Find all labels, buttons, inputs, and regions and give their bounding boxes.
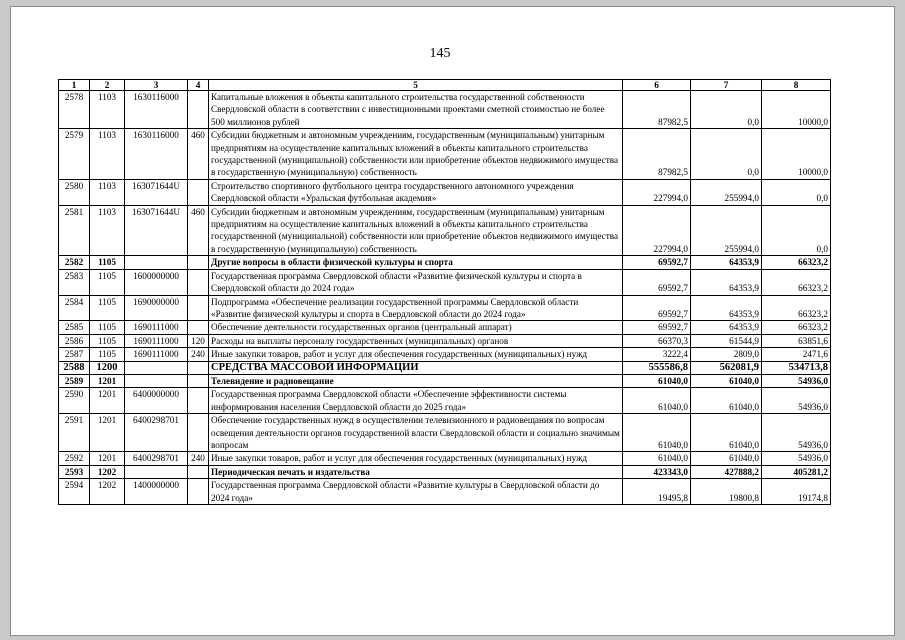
amount-col7-cell: 64353,9	[691, 269, 762, 295]
table-row	[59, 348, 831, 361]
amount-col8-cell: 66323,2	[762, 256, 831, 269]
section-code-cell: 1103	[90, 91, 125, 129]
amount-col6-cell: 423343,0	[623, 465, 691, 478]
description-cell: Субсидии бюджетным и автономным учреждениям, государственным (муниципальным) унитарным предприятиям на осуществление капитальных вложений в объекты капитального строительства государственной (муниципальной) собственности или приобретение объектов недвижимого имущества в государственную (муниципальную) собственность	[209, 129, 623, 180]
row-number-cell: 2594	[59, 479, 90, 505]
amount-col7-cell: 64353,9	[691, 295, 762, 321]
expense-type-cell	[188, 321, 209, 334]
target-article-cell: 1400000000	[125, 479, 188, 505]
expense-type-cell	[188, 179, 209, 205]
table-row	[59, 179, 831, 205]
amount-col7-cell: 427888,2	[691, 465, 762, 478]
expense-type-cell: 460	[188, 205, 209, 256]
amount-col6-cell: 61040,0	[623, 374, 691, 387]
section-code-cell: 1202	[90, 479, 125, 505]
row-number-cell: 2583	[59, 269, 90, 295]
expense-type-cell	[188, 374, 209, 387]
description-cell: Строительство спортивного футбольного центра государственного автономного учреждения Свердловской области «Уральская футбольная академия»	[209, 179, 623, 205]
description-cell: Расходы на выплаты персоналу государственных (муниципальных) органов	[209, 334, 623, 347]
amount-col6-cell: 61040,0	[623, 452, 691, 465]
amount-col6-cell: 66370,3	[623, 334, 691, 347]
section-code-cell: 1201	[90, 374, 125, 387]
amount-col8-cell: 54936,0	[762, 388, 831, 414]
amount-col6-cell: 87982,5	[623, 91, 691, 129]
description-cell: Обеспечение деятельности государственных органов (центральный аппарат)	[209, 321, 623, 334]
expense-type-cell: 120	[188, 334, 209, 347]
row-number-cell: 2586	[59, 334, 90, 347]
section-code-cell: 1105	[90, 321, 125, 334]
expense-type-cell	[188, 465, 209, 478]
header-cell: 1	[59, 80, 90, 91]
row-number-cell: 2593	[59, 465, 90, 478]
header-cell: 7	[691, 80, 762, 91]
description-cell: Подпрограмма «Обеспечение реализации государственной программы Свердловской области «Развитие физической культуры и спорта в Свердловской области до 2024 года»	[209, 295, 623, 321]
table-row	[59, 91, 831, 129]
amount-col6-cell: 19495,8	[623, 479, 691, 505]
amount-col7-cell: 64353,9	[691, 321, 762, 334]
section-code-cell: 1105	[90, 269, 125, 295]
row-number-cell: 2581	[59, 205, 90, 256]
amount-col8-cell: 54936,0	[762, 414, 831, 452]
section-code-cell: 1105	[90, 295, 125, 321]
expense-type-cell	[188, 269, 209, 295]
amount-col8-cell: 0,0	[762, 205, 831, 256]
amount-col8-cell: 405281,2	[762, 465, 831, 478]
target-article-cell: 1690000000	[125, 295, 188, 321]
amount-col6-cell: 61040,0	[623, 388, 691, 414]
header-cell: 6	[623, 80, 691, 91]
description-cell: Субсидии бюджетным и автономным учреждениям, государственным (муниципальным) унитарным предприятиям на осуществление капитальных вложений в объекты капитального строительства государственной (муниципальной) собственности или приобретение объектов недвижимого имущества в государственную (муниципальную) собственность	[209, 205, 623, 256]
amount-col6-cell: 227994,0	[623, 205, 691, 256]
header-cell: 8	[762, 80, 831, 91]
target-article-cell	[125, 361, 188, 374]
row-number-cell: 2591	[59, 414, 90, 452]
amount-col7-cell: 255994,0	[691, 179, 762, 205]
table-row	[59, 321, 831, 334]
header-cell: 5	[209, 80, 623, 91]
amount-col7-cell: 61040,0	[691, 388, 762, 414]
amount-col7-cell: 0,0	[691, 91, 762, 129]
section-code-cell: 1201	[90, 414, 125, 452]
table-row	[59, 334, 831, 347]
target-article-cell: 1600000000	[125, 269, 188, 295]
row-number-cell: 2587	[59, 348, 90, 361]
budget-table	[58, 79, 831, 505]
header-cell: 2	[90, 80, 125, 91]
table-body	[59, 91, 831, 505]
table-row	[59, 269, 831, 295]
description-cell: Телевидение и радиовещание	[209, 374, 623, 387]
row-number-cell: 2579	[59, 129, 90, 180]
table-row	[59, 295, 831, 321]
row-number-cell: 2584	[59, 295, 90, 321]
target-article-cell: 6400298701	[125, 414, 188, 452]
amount-col8-cell: 63851,6	[762, 334, 831, 347]
header-cell: 4	[188, 80, 209, 91]
amount-col7-cell: 255994,0	[691, 205, 762, 256]
expense-type-cell: 240	[188, 452, 209, 465]
amount-col6-cell: 69592,7	[623, 269, 691, 295]
row-number-cell: 2588	[59, 361, 90, 374]
target-article-cell: 1690111000	[125, 321, 188, 334]
amount-col8-cell: 10000,0	[762, 129, 831, 180]
description-cell: Иные закупки товаров, работ и услуг для обеспечения государственных (муниципальных) нужд	[209, 452, 623, 465]
amount-col6-cell: 61040,0	[623, 414, 691, 452]
table-row	[59, 205, 831, 256]
target-article-cell: 1690111000	[125, 334, 188, 347]
target-article-cell: 1630116000	[125, 129, 188, 180]
target-article-cell: 6400298701	[125, 452, 188, 465]
amount-col7-cell: 61040,0	[691, 452, 762, 465]
amount-col6-cell: 87982,5	[623, 129, 691, 180]
row-number-cell: 2580	[59, 179, 90, 205]
table-row	[59, 256, 831, 269]
table-row	[59, 388, 831, 414]
table-row	[59, 374, 831, 387]
amount-col7-cell: 0,0	[691, 129, 762, 180]
amount-col7-cell: 61544,9	[691, 334, 762, 347]
description-cell: Капитальные вложения в объекты капитального строительства государственной собственности Свердловской области в соответствии с инвестиционными проектами сметной стоимостью не более 500 миллионов рублей	[209, 91, 623, 129]
row-number-cell: 2578	[59, 91, 90, 129]
table-row	[59, 414, 831, 452]
amount-col6-cell: 69592,7	[623, 256, 691, 269]
section-code-cell: 1105	[90, 348, 125, 361]
amount-col8-cell: 66323,2	[762, 295, 831, 321]
description-cell: СРЕДСТВА МАССОВОЙ ИНФОРМАЦИИ	[209, 361, 623, 374]
expense-type-cell	[188, 361, 209, 374]
section-code-cell: 1200	[90, 361, 125, 374]
row-number-cell: 2589	[59, 374, 90, 387]
table-header-row	[59, 80, 831, 91]
amount-col8-cell: 10000,0	[762, 91, 831, 129]
expense-type-cell	[188, 388, 209, 414]
amount-col7-cell: 19800,8	[691, 479, 762, 505]
description-cell: Периодическая печать и издательства	[209, 465, 623, 478]
table-row	[59, 361, 831, 374]
description-cell: Государственная программа Свердловской области «Развитие физической культуры и спорта в Свердловской области до 2024 года»	[209, 269, 623, 295]
expense-type-cell	[188, 479, 209, 505]
expense-type-cell	[188, 91, 209, 129]
section-code-cell: 1201	[90, 452, 125, 465]
header-cell: 3	[125, 80, 188, 91]
description-cell: Государственная программа Свердловской области «Обеспечение эффективности системы информирования населения Свердловской области до 2025 года»	[209, 388, 623, 414]
expense-type-cell: 240	[188, 348, 209, 361]
description-cell: Обеспечение государственных нужд в осуществлении телевизионного и радиовещания по вопросам освещения деятельности органов государственной власти Свердловской области и социально значимым вопросам	[209, 414, 623, 452]
target-article-cell: 163071644U	[125, 205, 188, 256]
row-number-cell: 2582	[59, 256, 90, 269]
target-article-cell: 163071644U	[125, 179, 188, 205]
section-code-cell: 1202	[90, 465, 125, 478]
amount-col8-cell: 54936,0	[762, 452, 831, 465]
description-cell: Другие вопросы в области физической культуры и спорта	[209, 256, 623, 269]
target-article-cell: 6400000000	[125, 388, 188, 414]
expense-type-cell: 460	[188, 129, 209, 180]
amount-col6-cell: 69592,7	[623, 295, 691, 321]
description-cell: Иные закупки товаров, работ и услуг для обеспечения государственных (муниципальных) нужд	[209, 348, 623, 361]
amount-col7-cell: 61040,0	[691, 374, 762, 387]
section-code-cell: 1103	[90, 179, 125, 205]
section-code-cell: 1103	[90, 129, 125, 180]
target-article-cell	[125, 256, 188, 269]
amount-col7-cell: 562081,9	[691, 361, 762, 374]
amount-col8-cell: 2471,6	[762, 348, 831, 361]
amount-col8-cell: 66323,2	[762, 321, 831, 334]
table-row	[59, 465, 831, 478]
row-number-cell: 2590	[59, 388, 90, 414]
amount-col7-cell: 61040,0	[691, 414, 762, 452]
description-cell: Государственная программа Свердловской области «Развитие культуры в Свердловской области до 2024 года»	[209, 479, 623, 505]
amount-col7-cell: 64353,9	[691, 256, 762, 269]
amount-col8-cell: 54936,0	[762, 374, 831, 387]
amount-col7-cell: 2809,0	[691, 348, 762, 361]
table-row	[59, 479, 831, 505]
amount-col6-cell: 555586,8	[623, 361, 691, 374]
expense-type-cell	[188, 256, 209, 269]
target-article-cell: 1690111000	[125, 348, 188, 361]
section-code-cell: 1103	[90, 205, 125, 256]
table-row	[59, 452, 831, 465]
target-article-cell	[125, 374, 188, 387]
amount-col8-cell: 19174,8	[762, 479, 831, 505]
target-article-cell	[125, 465, 188, 478]
amount-col6-cell: 69592,7	[623, 321, 691, 334]
amount-col6-cell: 3222,4	[623, 348, 691, 361]
amount-col8-cell: 0,0	[762, 179, 831, 205]
amount-col6-cell: 227994,0	[623, 179, 691, 205]
amount-col8-cell: 534713,8	[762, 361, 831, 374]
amount-col8-cell: 66323,2	[762, 269, 831, 295]
section-code-cell: 1201	[90, 388, 125, 414]
expense-type-cell	[188, 295, 209, 321]
table-row	[59, 129, 831, 180]
row-number-cell: 2592	[59, 452, 90, 465]
page-number: 145	[429, 46, 451, 61]
target-article-cell: 1630116000	[125, 91, 188, 129]
section-code-cell: 1105	[90, 334, 125, 347]
row-number-cell: 2585	[59, 321, 90, 334]
section-code-cell: 1105	[90, 256, 125, 269]
expense-type-cell	[188, 414, 209, 452]
